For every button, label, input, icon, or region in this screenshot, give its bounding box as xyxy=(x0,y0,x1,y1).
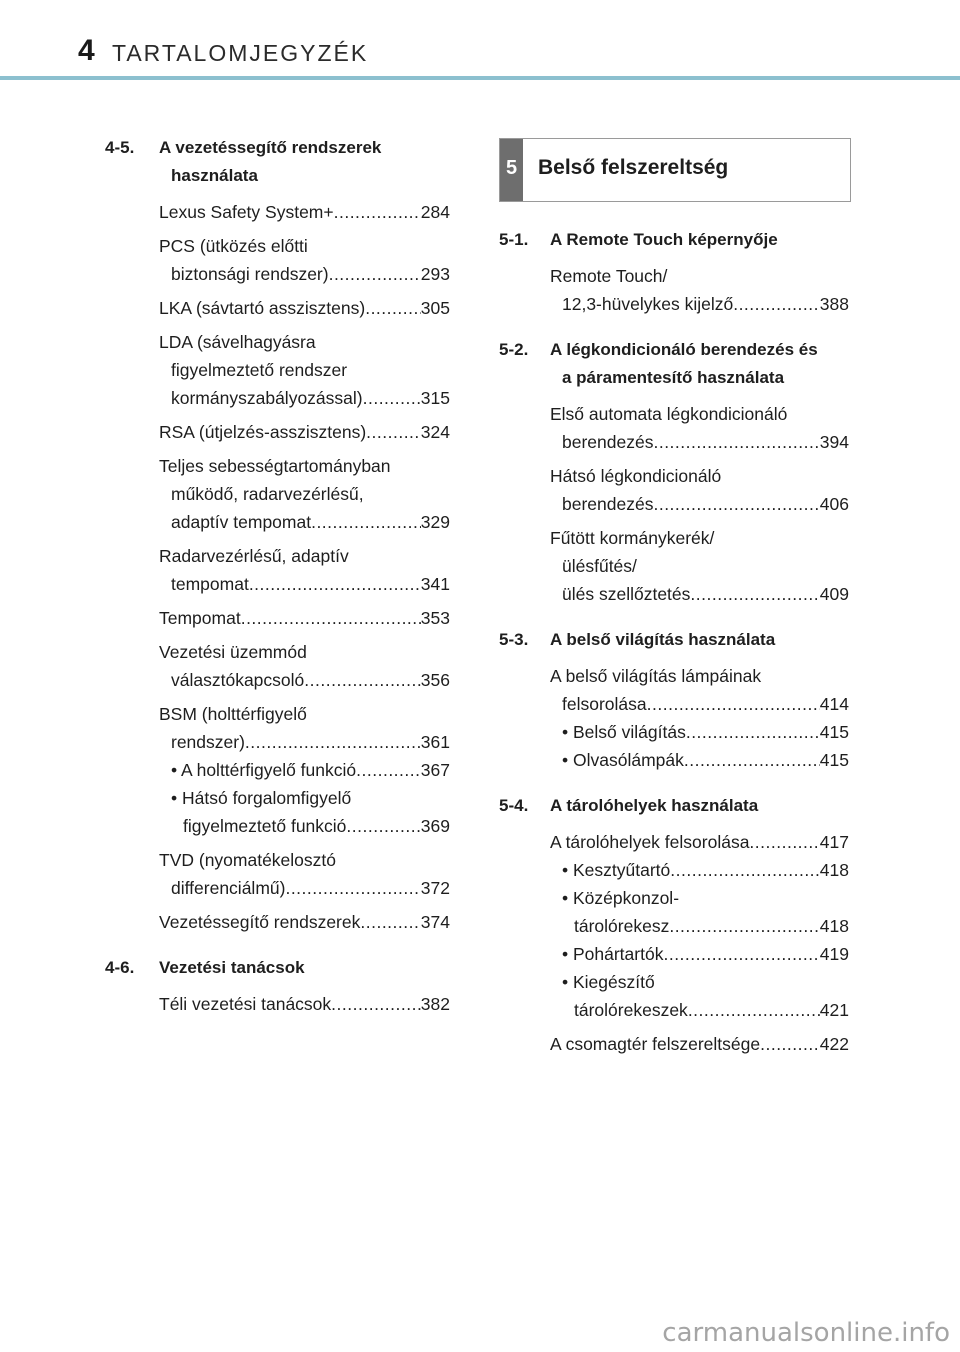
toc-entry[interactable] xyxy=(550,462,849,518)
toc-entry[interactable] xyxy=(550,828,849,1024)
toc-entry-line xyxy=(550,524,849,552)
leader-dots xyxy=(366,418,421,446)
toc-entry-line xyxy=(550,400,849,428)
toc-entry-line xyxy=(550,490,849,518)
entry-text: 12,3-hüvelykes kijelző xyxy=(562,294,734,314)
header-divider xyxy=(0,76,960,80)
leader-dots xyxy=(249,570,421,598)
entry-text: tárolórekeszek xyxy=(574,1000,688,1020)
entry-text: • Belső világítás xyxy=(562,722,686,742)
entry-text: választókapcsoló xyxy=(171,670,305,690)
leader-dots xyxy=(647,690,820,718)
entry-text: differenciálmű) xyxy=(171,878,286,898)
entry-text: RSA (útjelzés-asszisztens) xyxy=(159,422,367,442)
toc-entry-line xyxy=(550,718,849,746)
page-header xyxy=(0,0,960,80)
toc-entry-line xyxy=(159,452,450,480)
leader-dots xyxy=(331,990,421,1018)
leader-dots xyxy=(346,812,420,840)
page-ref[interactable]: 422 xyxy=(819,1034,849,1054)
leader-dots xyxy=(365,294,421,322)
toc-entry-line xyxy=(550,290,849,318)
toc-entry-line xyxy=(159,384,450,412)
toc-entry[interactable] xyxy=(550,262,849,318)
toc-entry-line xyxy=(550,690,849,718)
leader-dots xyxy=(749,828,819,856)
toc-entry[interactable] xyxy=(550,400,849,456)
entry-text: berendezés xyxy=(562,494,654,514)
section-title[interactable]: A Remote Touch képernyője xyxy=(550,230,778,249)
section-number: 5-3. xyxy=(499,630,529,649)
section-title[interactable]: A tárolóhelyek használata xyxy=(550,796,759,815)
entry-text: • Olvasólámpák xyxy=(562,750,684,770)
toc-entry-line xyxy=(159,784,450,812)
entry-text: Vezetéssegítő rendszerek xyxy=(159,912,361,932)
entry-text: Teljes sebességtartományban xyxy=(159,456,391,476)
leader-dots xyxy=(670,856,820,884)
page-ref[interactable]: 341 xyxy=(420,574,450,594)
toc-entry-line xyxy=(159,990,450,1018)
leader-dots xyxy=(686,718,820,746)
page-ref[interactable]: 353 xyxy=(420,608,450,628)
entry-text: LKA (sávtartó asszisztens) xyxy=(159,298,366,318)
page-ref[interactable]: 409 xyxy=(819,584,849,604)
page-ref[interactable]: 369 xyxy=(420,816,450,836)
leader-dots xyxy=(684,746,820,774)
toc-entry-line xyxy=(550,662,849,690)
toc-entry[interactable] xyxy=(550,662,849,774)
entry-text: TVD (nyomatékelosztó xyxy=(159,850,337,870)
toc-entry-line xyxy=(550,552,849,580)
page-ref[interactable]: 284 xyxy=(420,202,450,222)
page-ref[interactable]: 414 xyxy=(819,694,849,714)
entry-text: Fűtött kormánykerék/ xyxy=(550,528,715,548)
chapter-heading xyxy=(499,138,851,202)
page-ref[interactable]: 418 xyxy=(819,860,849,880)
entry-text: figyelmeztető funkció xyxy=(183,816,347,836)
entry-text: • Kesztyűtartó xyxy=(562,860,671,880)
toc-entry-line xyxy=(550,884,849,912)
entry-text: Remote Touch/ xyxy=(550,266,668,286)
section-number: 4-6. xyxy=(105,958,135,977)
toc-entry-line xyxy=(550,462,849,490)
leader-dots xyxy=(356,756,421,784)
toc-entry-line xyxy=(159,508,450,536)
entry-text: LDA (sávelhagyásra xyxy=(159,332,316,352)
entry-text: ülés szellőztetés xyxy=(562,584,691,604)
leader-dots xyxy=(653,490,819,518)
entry-text: berendezés xyxy=(562,432,654,452)
page-ref[interactable]: 419 xyxy=(819,944,849,964)
toc-entry-line xyxy=(159,812,450,840)
leader-dots xyxy=(329,260,421,288)
section-title[interactable]: A belső világítás használata xyxy=(550,630,776,649)
page-ref[interactable]: 421 xyxy=(819,1000,849,1020)
page-ref[interactable]: 305 xyxy=(420,298,450,318)
section-number: 4-5. xyxy=(105,138,135,157)
entry-text: • Hátsó forgalomfigyelő xyxy=(171,788,352,808)
chapter-title: Belső felszereltség xyxy=(538,156,729,179)
toc-entry[interactable] xyxy=(159,908,450,936)
page-ref[interactable]: 418 xyxy=(819,916,849,936)
entry-text: PCS (ütközés előtti xyxy=(159,236,308,256)
toc-entry-line xyxy=(159,294,450,322)
toc-entry-line xyxy=(159,418,450,446)
entry-text: • Középkonzol- xyxy=(562,888,680,908)
toc-entry-line xyxy=(159,756,450,784)
toc-entry[interactable] xyxy=(159,638,450,694)
toc-entry-line xyxy=(159,570,450,598)
toc-entry-line xyxy=(159,846,450,874)
page-ref[interactable]: 361 xyxy=(420,732,450,752)
toc-entry-line xyxy=(159,198,450,226)
section-number: 5-4. xyxy=(499,796,529,815)
page-ref[interactable]: 367 xyxy=(420,760,450,780)
toc-entry[interactable] xyxy=(159,542,450,598)
page-ref[interactable]: 415 xyxy=(819,750,849,770)
page-ref[interactable]: 415 xyxy=(819,722,849,742)
entry-text: A csomagtér felszereltsége xyxy=(550,1034,761,1054)
toc-entry-line xyxy=(550,996,849,1024)
leader-dots xyxy=(334,198,421,226)
leader-dots xyxy=(690,580,819,608)
toc-entry-line xyxy=(159,638,450,666)
toc-entry-line xyxy=(159,542,450,570)
leader-dots xyxy=(663,940,819,968)
leader-dots xyxy=(733,290,820,318)
leader-dots xyxy=(245,728,421,756)
toc-entry-line xyxy=(159,232,450,260)
toc-entry-line xyxy=(550,428,849,456)
toc-entry-line xyxy=(550,1030,849,1058)
entry-text: BSM (holttérfigyelő xyxy=(159,704,307,724)
leader-dots xyxy=(311,508,421,536)
leader-dots xyxy=(669,912,819,940)
toc-entry-line xyxy=(159,728,450,756)
entry-text: A belső világítás lámpáinak xyxy=(550,666,762,686)
entry-text: Lexus Safety System+ xyxy=(159,202,334,222)
entry-text: rendszer) xyxy=(171,732,245,752)
toc-entry[interactable] xyxy=(159,294,450,322)
toc-entry-line xyxy=(550,912,849,940)
entry-text: Első automata légkondicionáló xyxy=(550,404,788,424)
toc-entry-line xyxy=(159,874,450,902)
toc-entry[interactable] xyxy=(159,452,450,536)
page-ref[interactable]: 382 xyxy=(420,994,450,1014)
chapter-tab xyxy=(500,139,523,201)
entry-text: • A holttérfigyelő funkció xyxy=(171,760,357,780)
entry-text: tempomat xyxy=(171,574,249,594)
toc-entry-line xyxy=(550,968,849,996)
entry-text: adaptív tempomat xyxy=(171,512,312,532)
page-ref[interactable]: 324 xyxy=(420,422,450,442)
entry-text: Radarvezérlésű, adaptív xyxy=(159,546,349,566)
toc-entry-line xyxy=(159,480,450,508)
toc-entry-line xyxy=(159,908,450,936)
toc-entry-line xyxy=(159,666,450,694)
page-ref[interactable]: 388 xyxy=(819,294,849,314)
entry-text: Tempomat xyxy=(159,608,241,628)
toc-entry[interactable] xyxy=(159,700,450,840)
page-ref[interactable]: 293 xyxy=(420,264,450,284)
leader-dots xyxy=(241,604,421,632)
watermark: carmanualsonline.info xyxy=(662,1318,950,1348)
page-ref[interactable]: 417 xyxy=(819,832,849,852)
section-number: 5-2. xyxy=(499,340,529,359)
entry-text: • Pohártartók xyxy=(562,944,664,964)
leader-dots xyxy=(304,666,421,694)
leader-dots xyxy=(760,1030,820,1058)
entry-text: működő, radarvezérlésű, xyxy=(171,484,364,504)
toc-entry[interactable] xyxy=(159,198,450,226)
entry-text: • Kiegészítő xyxy=(562,972,655,992)
entry-text: felsorolása xyxy=(562,694,647,714)
toc-entry[interactable] xyxy=(550,524,849,608)
toc-entry-line xyxy=(159,260,450,288)
section-number: 5-1. xyxy=(499,230,529,249)
page-ref[interactable]: 406 xyxy=(819,494,849,514)
toc-entry-line xyxy=(159,604,450,632)
entry-text: biztonsági rendszer) xyxy=(171,264,329,284)
toc-entry[interactable] xyxy=(159,418,450,446)
toc-entry[interactable] xyxy=(159,846,450,902)
section-title[interactable]: A vezetéssegítő rendszerek xyxy=(159,138,382,157)
page-ref[interactable]: 374 xyxy=(420,912,450,932)
toc-entry-line xyxy=(550,940,849,968)
section-title[interactable]: használata xyxy=(171,166,258,185)
entry-text: figyelmeztető rendszer xyxy=(171,360,348,380)
page-ref[interactable]: 394 xyxy=(819,432,849,452)
toc-entry-line xyxy=(550,262,849,290)
leader-dots xyxy=(285,874,420,902)
section-title[interactable]: A légkondicionáló berendezés és xyxy=(550,340,818,359)
entry-text: Téli vezetési tanácsok xyxy=(159,994,332,1014)
entry-text: Vezetési üzemmód xyxy=(159,642,307,662)
toc-entry-line xyxy=(159,328,450,356)
entry-text: ülésfűtés/ xyxy=(562,556,637,576)
toc-entry[interactable] xyxy=(159,328,450,412)
section-title[interactable]: a páramentesítő használata xyxy=(562,368,785,387)
leader-dots xyxy=(363,384,421,412)
page-ref[interactable]: 356 xyxy=(420,670,450,690)
toc-entry-line xyxy=(550,580,849,608)
entry-text: A tárolóhelyek felsorolása xyxy=(550,832,750,852)
toc-entry-line xyxy=(550,746,849,774)
toc-entry[interactable] xyxy=(550,1030,849,1058)
toc-entry[interactable] xyxy=(159,232,450,288)
chapter-number: 5 xyxy=(505,157,518,179)
toc-entry-line xyxy=(159,356,450,384)
page-title: TARTALOMJEGYZÉK xyxy=(112,40,369,66)
page-number: 4 xyxy=(78,34,95,67)
toc-entry-line xyxy=(550,856,849,884)
page-ref[interactable]: 329 xyxy=(420,512,450,532)
leader-dots xyxy=(653,428,819,456)
entry-text: tárolórekesz xyxy=(574,916,670,936)
page-ref[interactable]: 372 xyxy=(420,878,450,898)
toc-entry[interactable] xyxy=(159,604,450,632)
section-title[interactable]: Vezetési tanácsok xyxy=(159,958,305,977)
toc-entry-line xyxy=(550,828,849,856)
leader-dots xyxy=(688,996,820,1024)
toc-entry[interactable] xyxy=(159,990,450,1018)
leader-dots xyxy=(360,908,420,936)
page-ref[interactable]: 315 xyxy=(420,388,450,408)
entry-text: kormányszabályozással) xyxy=(171,388,363,408)
toc-entry-line xyxy=(159,700,450,728)
entry-text: Hátsó légkondicionáló xyxy=(550,466,722,486)
